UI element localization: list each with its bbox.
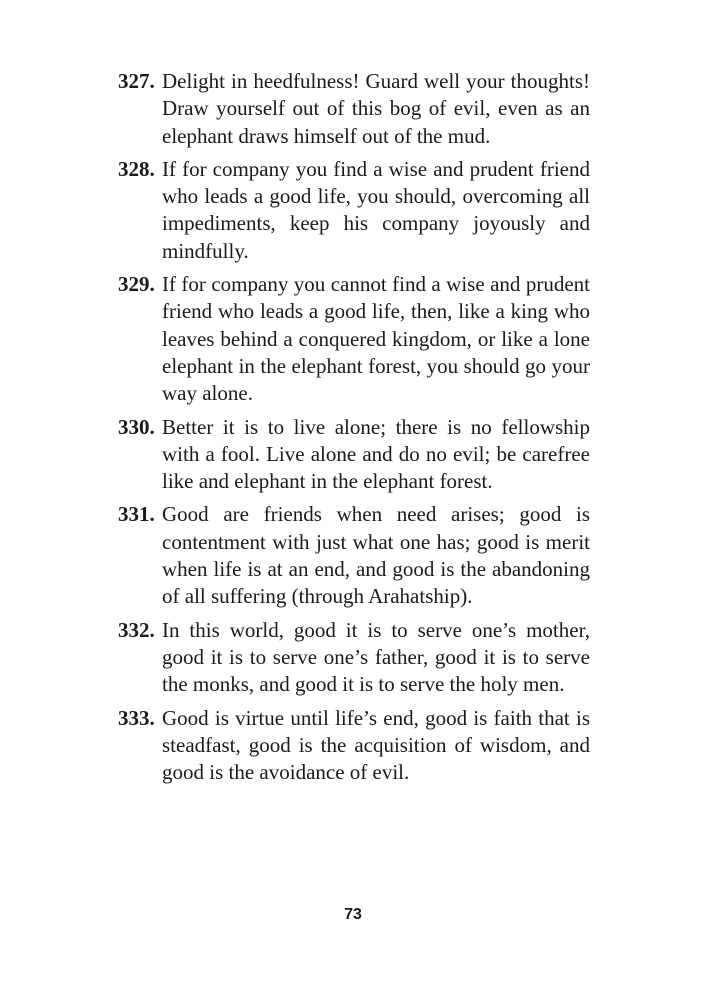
verse-333 bbox=[118, 705, 590, 787]
verse-number: 331. bbox=[118, 502, 155, 527]
verse-330 bbox=[118, 414, 590, 496]
verse-number: 332. bbox=[118, 617, 155, 642]
verse-text: Good are friends when need arises; good is contentment with just what one has; good is merit when life is at an end, and good is the abandoning of all suffering (through Arahatship). bbox=[162, 502, 590, 609]
verse-list bbox=[118, 68, 590, 792]
verse-text: In this world, good it is to serve one’s mother, good it is to serve one’s father, good it is to serve the monks, and good it is to serve the holy men. bbox=[162, 617, 590, 697]
verse-number: 330. bbox=[118, 414, 155, 439]
verse-text: If for company you cannot find a wise and prudent friend who leads a good life, then, like a king who leaves behind a conquered kingdom, or like a lone elephant in the elephant forest, you should go your way alone. bbox=[162, 272, 590, 406]
verse-number: 333. bbox=[118, 705, 155, 730]
verse-number: 329. bbox=[118, 272, 155, 297]
verse-text: Good is virtue until life’s end, good is faith that is steadfast, good is the acquisition of wisdom, and good is the avoidance of evil. bbox=[162, 705, 590, 785]
verse-327 bbox=[118, 68, 590, 150]
verse-text: Delight in heedfulness! Guard well your thoughts! Draw yourself out of this bog of evil, even as an elephant draws himself out of the mud. bbox=[162, 69, 590, 148]
verse-331 bbox=[118, 501, 590, 610]
verse-number: 327. bbox=[118, 69, 155, 93]
page-number: 73 bbox=[344, 906, 362, 923]
verse-text: Better it is to live alone; there is no fellowship with a fool. Live alone and do no evil; be carefree like and elephant in the elephant forest. bbox=[162, 414, 590, 494]
verse-329 bbox=[118, 271, 590, 407]
verse-number: 328. bbox=[118, 156, 155, 181]
verse-text: If for company you find a wise and prudent friend who leads a good life, you should, overcoming all impediments, keep his company joyously and mindfully. bbox=[162, 156, 590, 263]
verse-328 bbox=[118, 156, 590, 265]
verse-332 bbox=[118, 617, 590, 699]
